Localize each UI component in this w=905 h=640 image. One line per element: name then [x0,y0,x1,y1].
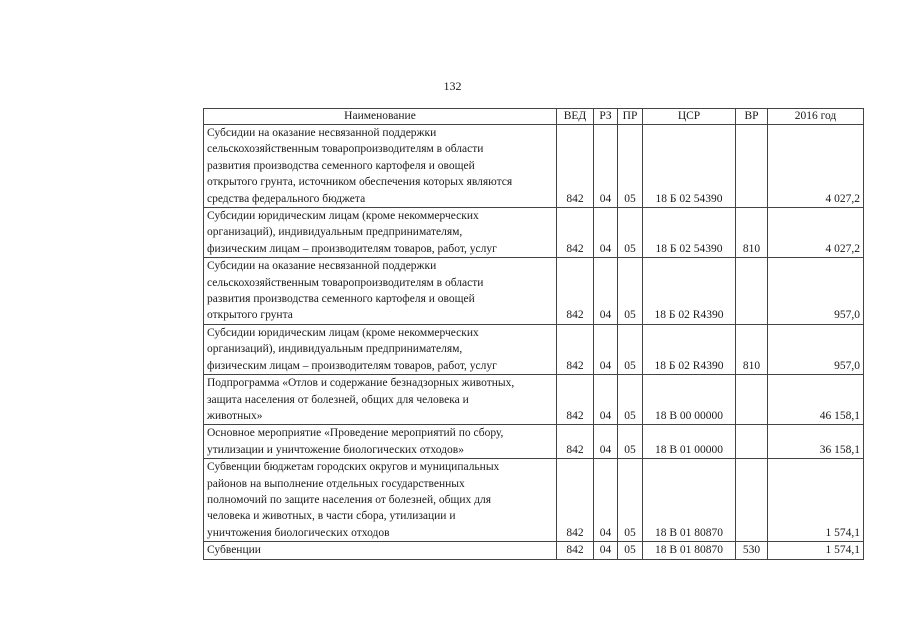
rz-cell: 04 [594,542,618,559]
name-line: сельскохозяйственным товаропроизводителям в области [207,143,484,156]
name-line: районов на выполнение отдельных государственных [207,477,465,490]
table-row [204,258,864,325]
name-line: Субсидии на оказание несвязанной поддержки [207,260,437,273]
header-cell-ved: ВЕД [557,109,594,125]
ved-cell: 842 [557,208,594,258]
name-line: организаций), индивидуальным предпринимателям, [207,343,463,356]
amount-cell: 1 574,1 [768,459,864,542]
vr-cell: 810 [736,208,768,258]
amount-cell: 46 158,1 [768,375,864,425]
rz-cell: 04 [594,375,618,425]
ved-cell: 842 [557,542,594,559]
name-cell [204,425,557,459]
vr-cell: 530 [736,542,768,559]
name-line: Основное мероприятие «Проведение мероприятий по сбору, [207,427,504,440]
name-line: Субсидии юридическим лицам (кроме некоммерческих [207,210,479,223]
csr-cell: 18 В 00 00000 [643,375,736,425]
name-line: утилизации и уничтожение биологических отходов» [207,443,464,456]
csr-cell: 18 В 01 80870 [643,459,736,542]
name-cell [204,375,557,425]
pr-cell: 05 [618,459,643,542]
csr-cell: 18 Б 02 54390 [643,125,736,208]
ved-cell: 842 [557,375,594,425]
header-row [204,109,864,125]
budget-table [203,108,864,560]
csr-cell: 18 В 01 80870 [643,542,736,559]
vr-cell: 810 [736,324,768,374]
name-line: уничтожения биологических отходов [207,526,390,539]
name-cell [204,208,557,258]
header-cell-pr: ПР [618,109,643,125]
name-line: Субвенции [207,544,261,557]
header-cell-year-2016: 2016 год [768,109,864,125]
pr-cell: 05 [618,542,643,559]
table-body [204,125,864,560]
name-line: человека и животных, в части сбора, утилизации и [207,510,456,523]
name-line: физическим лицам – производителям товаров, работ, услуг [207,359,497,372]
table-row [204,459,864,542]
table-row [204,542,864,559]
amount-cell: 4 027,2 [768,125,864,208]
name-line: Субвенции бюджетам городских округов и муниципальных [207,461,500,474]
rz-cell: 04 [594,459,618,542]
table-row [204,125,864,208]
name-line: Субсидии юридическим лицам (кроме некоммерческих [207,326,479,339]
table-row [204,425,864,459]
csr-cell: 18 Б 02 54390 [643,208,736,258]
ved-cell: 842 [557,258,594,325]
ved-cell: 842 [557,425,594,459]
ved-cell: 842 [557,125,594,208]
csr-cell: 18 Б 02 R4390 [643,258,736,325]
vr-cell [736,459,768,542]
name-line: полномочий по защите населения от болезней, общих для [207,493,491,506]
name-line: животных» [207,409,263,422]
name-cell [204,459,557,542]
rz-cell: 04 [594,258,618,325]
pr-cell: 05 [618,258,643,325]
header-cell-name: Наименование [204,109,557,125]
header-cell-rz: РЗ [594,109,618,125]
name-line: открытого грунта, источником обеспечения которых являются [207,176,513,189]
rz-cell: 04 [594,125,618,208]
page-number: 132 [443,79,462,93]
table-row [204,208,864,258]
amount-cell: 1 574,1 [768,542,864,559]
pr-cell: 05 [618,125,643,208]
ved-cell: 842 [557,324,594,374]
pr-cell: 05 [618,324,643,374]
name-cell [204,125,557,208]
header-cell-vr: ВР [736,109,768,125]
vr-cell [736,258,768,325]
vr-cell [736,375,768,425]
header-cell-csr: ЦСР [643,109,736,125]
pr-cell: 05 [618,425,643,459]
name-line: открытого грунта [207,309,293,322]
table-row [204,324,864,374]
name-cell [204,324,557,374]
csr-cell: 18 Б 02 R4390 [643,324,736,374]
name-cell [204,542,557,559]
amount-cell: 957,0 [768,258,864,325]
vr-cell [736,125,768,208]
ved-cell: 842 [557,459,594,542]
table-row [204,375,864,425]
name-line: средства федерального бюджета [207,192,366,205]
name-line: Подпрограмма «Отлов и содержание безнадзорных животных, [207,377,515,390]
amount-cell: 4 027,2 [768,208,864,258]
name-line: Субсидии на оказание несвязанной поддержки [207,127,437,139]
amount-cell: 36 158,1 [768,425,864,459]
vr-cell [736,425,768,459]
pr-cell: 05 [618,375,643,425]
rz-cell: 04 [594,324,618,374]
name-line: организаций), индивидуальным предпринимателям, [207,226,463,239]
csr-cell: 18 В 01 00000 [643,425,736,459]
name-line: сельскохозяйственным товаропроизводителям в области [207,276,484,289]
name-line: физическим лицам – производителям товаров, работ, услуг [207,242,497,255]
name-line: защита населения от болезней, общих для человека и [207,393,469,406]
name-cell [204,258,557,325]
rz-cell: 04 [594,425,618,459]
name-line: развития производства семенного картофеля и овощей [207,293,475,306]
pr-cell: 05 [618,208,643,258]
amount-cell: 957,0 [768,324,864,374]
rz-cell: 04 [594,208,618,258]
name-line: развития производства семенного картофеля и овощей [207,159,475,172]
